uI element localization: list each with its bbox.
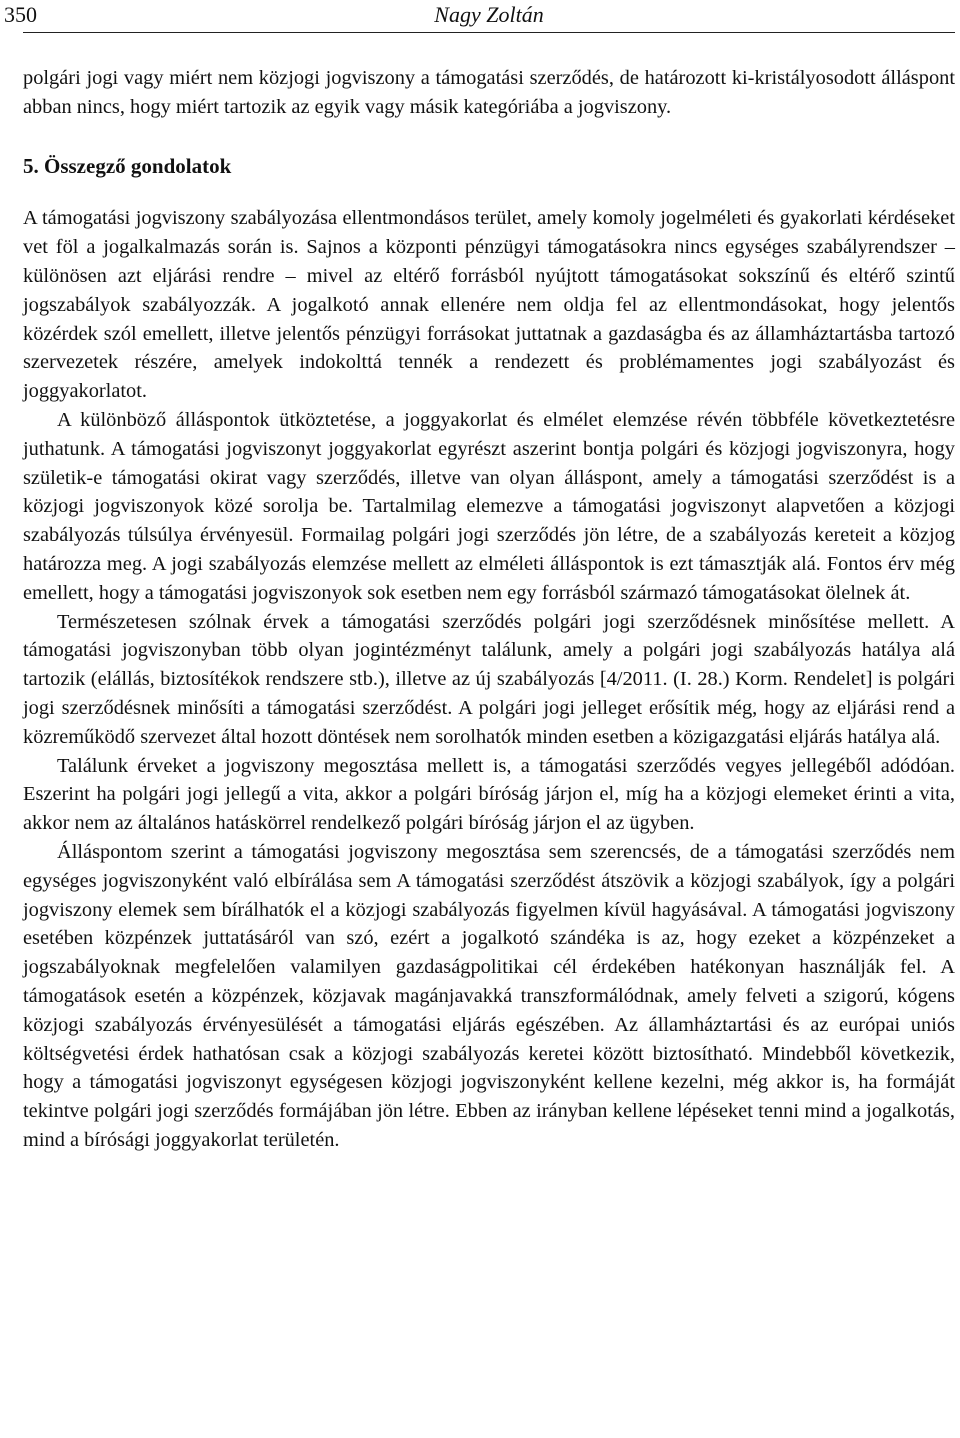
paragraph: Álláspontom szerint a támogatási jogviszony megosztása sem szerencsés, de a támogatási szerződés nem egységes jogviszonyként való elbírálása sem A támogatási szerződést átszövik a közjogi szabályok, így a polgári jogviszony elemek sem bírálhatók el a közjogi szabályozás figyelmen kívül hagyásával. A támogatási jogviszony esetében közpénzek juttatásáról van szó, ezért a jogalkotó szándéka is az, hogy ezeket a közpénzeket a jogszabályoknak megfelelően valamilyen gazdaságpolitikai cél érdekében hatékonyan használják fel. A támogatások esetén a közpénzek, közjavak magánjavakká transzformálódnak, amely felveti a szigorú, kógens közjogi szabályozás érvényesülését a támogatási eljárás egészében. Az államháztartási és az európai uniós költségvetési érdek hathatósan csak a közjogi szabályozás keretei között biztosítható. Mindebből következik, hogy a támogatási jogviszonyt egységesen közjogi jogviszonyként kellene kezelni, még akkor is, ha formáját tekintve polgári jogi szerződés formájában jön létre. Ebben az irányban kellene lépéseket tenni mind a jogalkotás, mind a bírósági joggyakorlat területén. [23,840,955,1151]
body-text [23,64,955,1155]
running-head-author: Nagy Zoltán [434,2,544,27]
section-heading: 5. Összegző gondolatok [23,153,232,178]
page [4,0,955,1155]
intro-paragraph: polgári jogi vagy miért nem közjogi jogviszony a támogatási szerződés, de határozott ki-kristályosodott álláspont abban nincs, hogy miért tartozik az egyik vagy másik kategóriába a jogviszony. [23,67,955,118]
paragraph: Természetesen szólnak érvek a támogatási szerződés polgári jogi szerződésnek minősítése mellett. A támogatási jogviszonyban több olyan jogintézményt találunk, amely a polgári jogi szabályozás hatálya alá tartozik (elállás, biztosítékok rendszere stb.), illetve az új szabályozás [4/2011. (I. 28.) Korm. Rendelet] is polgári jogi szerződésnek minősíti a támogatási szerződést. A polgári jogi jelleget erősítik még, hogy az eljárási rend a közreműködő szervezet által hozott döntések nem sorolhatók minden esetben a közigazgatási eljárás hatálya alá. [23,610,955,748]
paragraph: A támogatási jogviszony szabályozása ellentmondásos terület, amely komoly jogelméleti és gyakorlati kérdéseket vet föl a jogalkalmazás során is. Sajnos a központi pénzügyi támogatásokra nincs egységes szabályrendszer – különösen azt eljárási rendre – mivel az eltérő forrásból nyújtott támogatásokat sokszínű és eltérő szintű jogszabályok szabályozzák. A jogalkotó annak ellenére nem oldja fel az ellentmondásokat, hogy jelentős közérdek szól emellett, illetve jelentős pénzügyi forrásokat juttatnak a gazdaságba és az államháztartásba tartozó szervezetek részére, amelyek indokolttá tennék a rendezett és problémamentes jogi szabályozást és joggyakorlatot. [23,207,955,403]
paragraph: A különböző álláspontok ütköztetése, a joggyakorlat és elmélet elemzése révén többféle következtetésre juthatunk. A támogatási jogviszonyt joggyakorlat egyrészt aszerint bontja polgári és közjogi jogviszonyra, hogy születik-e támogatási okirat vagy szerződés, illetve van olyan álláspont, amely a támogatási szerződést is a közjogi jogviszonyok közé sorolja be. Tartalmilag elemezve a támogatási jogviszonyt alapvetően a közjogi szabályozás túlsúlya érvényesül. Formailag polgári jogi szerződés jön létre, de a szabályozás kereteit a közjog határozza meg. A jogi szabályozás elemzése mellett az elméleti álláspontok is ezt támasztják alá. Fontos érv még emellett, hogy a támogatási jogviszonyok sok esetben nem egy forrásból származó támogatásokat ölelnek át. [23,408,955,604]
page-number: 350 [4,2,37,27]
paragraph: Találunk érveket a jogviszony megosztása mellett is, a támogatási szerződés vegyes jellegéből adódóan. Eszerint ha polgári jogi jellegű a vita, akkor a polgári bíróság járjon el, míg ha a közjogi elemeket érinti a vita, akkor nem az általános hatáskörrel rendelkező polgári bíróság járjon el az ügyben. [23,754,955,835]
running-head [4,0,955,33]
